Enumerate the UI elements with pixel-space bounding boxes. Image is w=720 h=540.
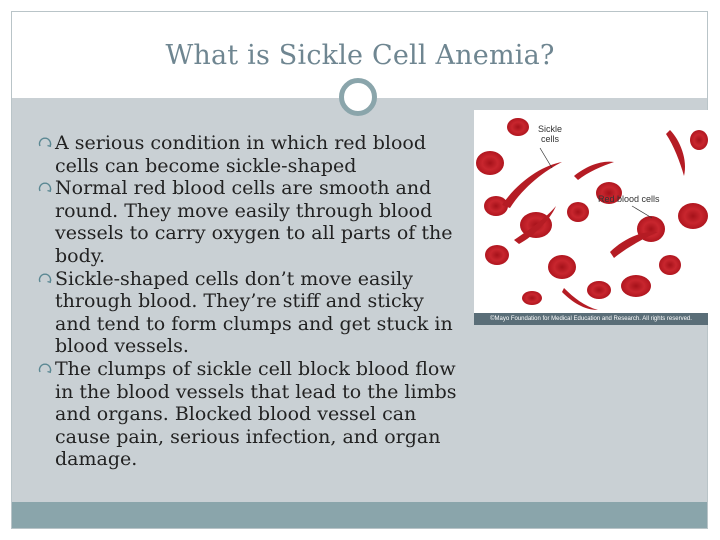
bullet-text: Sickle-shaped cells don’t move easily through blood. They’re stiff and sticky and tend to form clumps and get stuck in blood vessels.: [55, 267, 453, 358]
circle-arrow-bullet-icon: [38, 362, 53, 376]
circle-arrow-bullet-icon: [38, 272, 53, 286]
bullet-text: The clumps of sickle cell block blood flow in the blood vessels that lead to the limbs and organs. Blocked blood vessel can cause pain, serious infection, and organ damage.: [55, 357, 457, 471]
slide-title: What is Sickle Cell Anemia?: [165, 40, 555, 71]
bottom-band: [12, 502, 707, 528]
circle-arrow-bullet-icon: [38, 136, 53, 150]
bullet-item: [38, 132, 463, 177]
image-credit: ©Mayo Foundation for Medical Education and Research. All rights reserved.: [474, 313, 708, 325]
title-ring-ornament: [339, 78, 377, 116]
bullet-text: Normal red blood cells are smooth and round. They move easily through blood vessels to carry oxygen to all parts of the body.: [55, 177, 453, 267]
blood-cells-illustration: [474, 110, 708, 325]
label-sickle-line1: Sickle: [538, 124, 563, 134]
circle-arrow-bullet-icon: [38, 181, 53, 195]
bullet-text: A serious condition in which red blood cells can become sickle-shaped: [55, 132, 427, 177]
bullet-item: [38, 268, 463, 358]
bullet-item: [38, 358, 463, 471]
bullet-list: [38, 132, 463, 471]
blood-cells-drawing: [474, 110, 708, 313]
label-red-blood-cells: Red blood cells: [598, 194, 660, 204]
label-sickle-line2: cells: [541, 134, 560, 144]
bullet-item: [38, 177, 463, 267]
